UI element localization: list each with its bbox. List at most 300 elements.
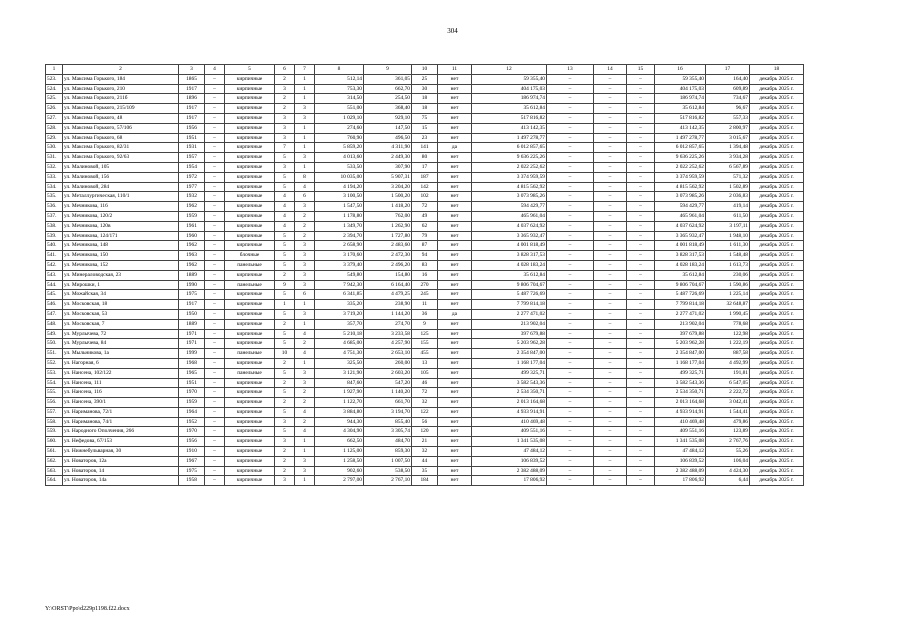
table-cell: 1 544,41 bbox=[706, 407, 750, 417]
table-cell: 1 990,45 bbox=[706, 309, 750, 319]
table-cell: – bbox=[594, 162, 627, 172]
table-cell: 1975 bbox=[179, 290, 205, 300]
table-cell: 5 859,20 bbox=[315, 143, 364, 153]
table-cell: 529. bbox=[46, 133, 63, 143]
table-cell: 102 bbox=[412, 192, 438, 202]
table-cell: ул. Новаторов, 12а bbox=[63, 456, 179, 466]
table-cell: – bbox=[594, 260, 627, 270]
table-cell: – bbox=[547, 231, 594, 241]
table-cell: – bbox=[547, 280, 594, 290]
table-cell: – bbox=[627, 74, 655, 84]
housing-table bbox=[45, 64, 804, 486]
table-cell: 902,60 bbox=[315, 466, 364, 476]
table-cell: 7 942,30 bbox=[315, 280, 364, 290]
table-cell: 1 341 535,08 bbox=[472, 437, 547, 447]
table-cell: декабрь 2025 г. bbox=[750, 162, 804, 172]
table-cell: – bbox=[627, 447, 655, 457]
table-cell: 1 727,80 bbox=[364, 231, 412, 241]
table-cell: 1959 bbox=[179, 211, 205, 221]
table-cell: ул. Мечникова, 152 bbox=[63, 260, 179, 270]
table-cell: 96,67 bbox=[706, 104, 750, 114]
table-cell: кирпичные bbox=[225, 104, 275, 114]
table-cell: 1975 bbox=[179, 466, 205, 476]
table-cell: 1954 bbox=[179, 162, 205, 172]
table-cell: 154,80 bbox=[364, 270, 412, 280]
table-cell: 2 767,76 bbox=[706, 437, 750, 447]
table-row bbox=[46, 407, 804, 417]
table-cell: кирпичные bbox=[225, 466, 275, 476]
table-cell: 496,50 bbox=[364, 133, 412, 143]
table-cell: 499 325,71 bbox=[472, 368, 547, 378]
table-cell: нет bbox=[438, 368, 472, 378]
table-cell: – bbox=[627, 300, 655, 310]
table-cell: 6 012 857,65 bbox=[655, 143, 706, 153]
table-cell: 1896 bbox=[179, 94, 205, 104]
table-cell: – bbox=[594, 221, 627, 231]
table-cell: 530. bbox=[46, 143, 63, 153]
table-cell: 1952 bbox=[179, 417, 205, 427]
table-cell: 44 bbox=[412, 456, 438, 466]
table-cell: 479,86 bbox=[706, 417, 750, 427]
table-cell: – bbox=[627, 143, 655, 153]
table-cell: – bbox=[627, 133, 655, 143]
table-cell: – bbox=[205, 349, 225, 359]
table-cell: 23 bbox=[412, 133, 438, 143]
table-cell: 125 bbox=[412, 329, 438, 339]
table-cell: декабрь 2025 г. bbox=[750, 94, 804, 104]
table-cell: – bbox=[547, 329, 594, 339]
table-cell: 2 bbox=[275, 447, 295, 457]
table-cell: 2 354 847,00 bbox=[655, 349, 706, 359]
table-cell: декабрь 2025 г. bbox=[750, 182, 804, 192]
table-cell: 1971 bbox=[179, 329, 205, 339]
table-cell: нет bbox=[438, 358, 472, 368]
table-cell: 2 bbox=[295, 231, 315, 241]
table-cell: 7 799 814,18 bbox=[655, 300, 706, 310]
table-cell: 4 bbox=[275, 221, 295, 231]
table-cell: – bbox=[547, 260, 594, 270]
table-cell: 548. bbox=[46, 319, 63, 329]
table-cell: 120 bbox=[412, 427, 438, 437]
table-cell: 4 bbox=[295, 349, 315, 359]
table-cell: 17 bbox=[412, 162, 438, 172]
table-cell: – bbox=[547, 309, 594, 319]
table-cell: 778,68 bbox=[706, 319, 750, 329]
table-cell: нет bbox=[438, 290, 472, 300]
table-cell: 245 bbox=[412, 290, 438, 300]
table-cell: 5 203 962,28 bbox=[655, 339, 706, 349]
table-cell: 1931 bbox=[179, 143, 205, 153]
table-row bbox=[46, 417, 804, 427]
table-cell: ул. Максима Горького, 184 bbox=[63, 74, 179, 84]
table-cell: кирпичные bbox=[225, 241, 275, 251]
table-cell: 4 bbox=[275, 202, 295, 212]
table-cell: кирпичные bbox=[225, 94, 275, 104]
table-cell: декабрь 2025 г. bbox=[750, 260, 804, 270]
table-cell: 560. bbox=[46, 437, 63, 447]
table-cell: 5 bbox=[275, 182, 295, 192]
table-cell: 3 204,20 bbox=[364, 182, 412, 192]
table-cell: 213 902,04 bbox=[472, 319, 547, 329]
table-cell: – bbox=[205, 143, 225, 153]
table-cell: 49 bbox=[412, 211, 438, 221]
table-cell: ул. Мурлычева, 72 bbox=[63, 329, 179, 339]
table-cell: 4 933 914,91 bbox=[655, 407, 706, 417]
table-cell: – bbox=[205, 153, 225, 163]
table-row bbox=[46, 339, 804, 349]
table-cell: декабрь 2025 г. bbox=[750, 398, 804, 408]
table-cell: – bbox=[627, 280, 655, 290]
table-cell: декабрь 2025 г. bbox=[750, 211, 804, 221]
table-cell: 551,00 bbox=[315, 104, 364, 114]
table-cell: – bbox=[627, 211, 655, 221]
table-cell: 307,90 bbox=[364, 162, 412, 172]
table-cell: нет bbox=[438, 74, 472, 84]
table-cell: 62 bbox=[412, 221, 438, 231]
table-cell: 3 582 543,36 bbox=[472, 378, 547, 388]
table-cell: – bbox=[627, 437, 655, 447]
table-cell: 558. bbox=[46, 417, 63, 427]
column-header: 17 bbox=[706, 65, 750, 75]
table-cell: кирпичные bbox=[225, 378, 275, 388]
table-cell: – bbox=[627, 153, 655, 163]
table-cell: – bbox=[205, 476, 225, 486]
table-cell: 539. bbox=[46, 231, 63, 241]
table-cell: 147,50 bbox=[364, 123, 412, 133]
table-cell: – bbox=[627, 388, 655, 398]
table-cell: – bbox=[627, 202, 655, 212]
table-cell: 855,40 bbox=[364, 417, 412, 427]
table-cell: 30 bbox=[412, 84, 438, 94]
table-cell: декабрь 2025 г. bbox=[750, 143, 804, 153]
column-header: 7 bbox=[295, 65, 315, 75]
table-cell: 3 bbox=[295, 270, 315, 280]
table-cell: – bbox=[205, 182, 225, 192]
table-cell: 1972 bbox=[179, 172, 205, 182]
table-cell: 3 365 932,47 bbox=[472, 231, 547, 241]
table-cell: 455 bbox=[412, 349, 438, 359]
table-cell: декабрь 2025 г. bbox=[750, 437, 804, 447]
table-cell: – bbox=[205, 427, 225, 437]
table-cell: 549,80 bbox=[315, 270, 364, 280]
table-cell: ул. Мечникова, 120/2 bbox=[63, 211, 179, 221]
table-cell: – bbox=[547, 368, 594, 378]
table-row bbox=[46, 368, 804, 378]
table-cell: 36 bbox=[412, 309, 438, 319]
table-cell: ул. Максима Горького, 210 bbox=[63, 84, 179, 94]
table-cell: 542. bbox=[46, 260, 63, 270]
table-cell: – bbox=[594, 143, 627, 153]
table-cell: 6 341,85 bbox=[315, 290, 364, 300]
table-cell: нет bbox=[438, 94, 472, 104]
table-row bbox=[46, 427, 804, 437]
table-cell: 6 164,40 bbox=[364, 280, 412, 290]
table-cell: 1889 bbox=[179, 270, 205, 280]
table-cell: – bbox=[594, 378, 627, 388]
table-cell: 3 bbox=[275, 417, 295, 427]
table-cell: декабрь 2025 г. bbox=[750, 241, 804, 251]
table-cell: 4 bbox=[295, 329, 315, 339]
table-cell: 1956 bbox=[179, 123, 205, 133]
table-cell: 2 797,00 bbox=[315, 476, 364, 486]
table-cell: кирпичные bbox=[225, 192, 275, 202]
table-cell: 2 603,20 bbox=[364, 368, 412, 378]
table-cell: 4 bbox=[275, 211, 295, 221]
table-cell: 3 bbox=[295, 309, 315, 319]
table-cell: ул. Нансена, 390/1 bbox=[63, 398, 179, 408]
table-cell: кирпичные bbox=[225, 270, 275, 280]
table-cell: 611,50 bbox=[706, 211, 750, 221]
table-cell: нет bbox=[438, 339, 472, 349]
table-cell: нет bbox=[438, 329, 472, 339]
table-cell: 79 bbox=[412, 231, 438, 241]
table-cell: – bbox=[594, 202, 627, 212]
table-cell: нет bbox=[438, 84, 472, 94]
table-row bbox=[46, 182, 804, 192]
table-cell: 1 bbox=[275, 300, 295, 310]
table-cell: 2 bbox=[275, 104, 295, 114]
table-cell: 1 502,89 bbox=[706, 182, 750, 192]
table-cell: 4 bbox=[295, 427, 315, 437]
table-cell: – bbox=[205, 339, 225, 349]
table-cell: – bbox=[205, 113, 225, 123]
table-cell: – bbox=[547, 182, 594, 192]
table-cell: – bbox=[594, 476, 627, 486]
table-cell: 499 325,71 bbox=[655, 368, 706, 378]
table-cell: нет bbox=[438, 437, 472, 447]
table-cell: 2 449,30 bbox=[364, 153, 412, 163]
table-cell: ул. Мечникова, 150 bbox=[63, 251, 179, 261]
column-header: 11 bbox=[438, 65, 472, 75]
table-cell: 528. bbox=[46, 123, 63, 133]
table-row bbox=[46, 202, 804, 212]
table-cell: кирпичные bbox=[225, 231, 275, 241]
table-cell: 1 bbox=[295, 94, 315, 104]
table-cell: 5 210,18 bbox=[315, 329, 364, 339]
table-cell: 3 121,90 bbox=[315, 368, 364, 378]
table-cell: 1 222,19 bbox=[706, 339, 750, 349]
table-cell: 1 bbox=[295, 162, 315, 172]
column-header: 5 bbox=[225, 65, 275, 75]
table-cell: блочные bbox=[225, 251, 275, 261]
table-cell: 2 bbox=[275, 319, 295, 329]
table-cell: 2 bbox=[295, 339, 315, 349]
table-cell: – bbox=[547, 241, 594, 251]
table-cell: 8 bbox=[295, 172, 315, 182]
table-cell: 1965 bbox=[179, 368, 205, 378]
table-cell: 2 013 164,68 bbox=[472, 398, 547, 408]
column-header: 9 bbox=[364, 65, 412, 75]
table-cell: – bbox=[627, 476, 655, 486]
table-row bbox=[46, 447, 804, 457]
table-cell: 2 bbox=[295, 398, 315, 408]
table-cell: 7 bbox=[275, 143, 295, 153]
table-cell: – bbox=[594, 300, 627, 310]
table-cell: – bbox=[627, 427, 655, 437]
table-cell: 554. bbox=[46, 378, 63, 388]
table-cell: 122,98 bbox=[706, 329, 750, 339]
table-cell: 5 bbox=[275, 172, 295, 182]
table-cell: 17 806,92 bbox=[472, 476, 547, 486]
table-cell: декабрь 2025 г. bbox=[750, 133, 804, 143]
table-cell: 106 839,52 bbox=[655, 456, 706, 466]
table-cell: кирпичные bbox=[225, 133, 275, 143]
table-cell: – bbox=[547, 113, 594, 123]
table-cell: 734,67 bbox=[706, 94, 750, 104]
table-cell: декабрь 2025 г. bbox=[750, 153, 804, 163]
table-cell: 3 828 317,53 bbox=[472, 251, 547, 261]
table-cell: панельные bbox=[225, 280, 275, 290]
table-cell: 563. bbox=[46, 466, 63, 476]
table-cell: кирпичные bbox=[225, 398, 275, 408]
table-cell: 2 496,20 bbox=[364, 260, 412, 270]
table-cell: – bbox=[547, 133, 594, 143]
table-cell: ул. Нефедова, 67/153 bbox=[63, 437, 179, 447]
table-cell: 552. bbox=[46, 358, 63, 368]
table-cell: – bbox=[205, 466, 225, 476]
table-cell: 562. bbox=[46, 456, 63, 466]
table-cell: – bbox=[547, 202, 594, 212]
table-cell: 4 bbox=[275, 192, 295, 202]
table-cell: – bbox=[627, 309, 655, 319]
table-cell: 557,33 bbox=[706, 113, 750, 123]
table-cell: 594 429,77 bbox=[655, 202, 706, 212]
table-cell: 47 484,12 bbox=[472, 447, 547, 457]
table-cell: 213 902,04 bbox=[655, 319, 706, 329]
table-row bbox=[46, 300, 804, 310]
table-cell: 1 178,80 bbox=[315, 211, 364, 221]
table-cell: кирпичные bbox=[225, 417, 275, 427]
table-cell: 1 497 278,77 bbox=[472, 133, 547, 143]
table-cell: 4 037 624,92 bbox=[655, 221, 706, 231]
table-cell: 5 bbox=[275, 427, 295, 437]
table-cell: – bbox=[205, 270, 225, 280]
table-cell: 3 233,58 bbox=[364, 329, 412, 339]
table-cell: 11 bbox=[412, 300, 438, 310]
table-cell: нет bbox=[438, 280, 472, 290]
table-cell: 527. bbox=[46, 113, 63, 123]
table-cell: 1961 bbox=[179, 221, 205, 231]
table-cell: 3 934,28 bbox=[706, 153, 750, 163]
table-cell: 32 bbox=[412, 398, 438, 408]
table-cell: 3 170,60 bbox=[315, 251, 364, 261]
table-cell: 859,30 bbox=[364, 447, 412, 457]
table-cell: 10 bbox=[275, 349, 295, 359]
table-cell: 4 001 818,49 bbox=[472, 241, 547, 251]
table-cell: 2 653,10 bbox=[364, 349, 412, 359]
table-cell: 3 100,50 bbox=[315, 192, 364, 202]
table-cell: – bbox=[205, 123, 225, 133]
table-cell: 25 bbox=[412, 74, 438, 84]
table-cell: нет bbox=[438, 417, 472, 427]
table-cell: – bbox=[627, 182, 655, 192]
table-cell: 59 355,40 bbox=[472, 74, 547, 84]
table-cell: 4 257,90 bbox=[364, 339, 412, 349]
table-cell: ул. Нариманова, 74/1 bbox=[63, 417, 179, 427]
table-cell: 484,70 bbox=[364, 437, 412, 447]
table-cell: 410 469,48 bbox=[655, 417, 706, 427]
table-row bbox=[46, 388, 804, 398]
table-cell: 3 bbox=[295, 104, 315, 114]
table-cell: нет bbox=[438, 319, 472, 329]
table-cell: 314,50 bbox=[315, 94, 364, 104]
table-cell: 3 015,67 bbox=[706, 133, 750, 143]
table-cell: 2 354 847,00 bbox=[472, 349, 547, 359]
table-cell: – bbox=[594, 309, 627, 319]
table-cell: кирпичные bbox=[225, 74, 275, 84]
table-cell: 533,50 bbox=[315, 162, 364, 172]
table-cell: 1889 bbox=[179, 319, 205, 329]
table-cell: нет bbox=[438, 270, 472, 280]
table-cell: 1 349,70 bbox=[315, 221, 364, 231]
table-row bbox=[46, 270, 804, 280]
table-cell: 3 bbox=[295, 113, 315, 123]
table-cell: декабрь 2025 г. bbox=[750, 309, 804, 319]
table-cell: декабрь 2025 г. bbox=[750, 202, 804, 212]
table-cell: – bbox=[205, 104, 225, 114]
table-cell: 184 bbox=[412, 476, 438, 486]
table-cell: 18 bbox=[412, 94, 438, 104]
table-cell: 1 bbox=[295, 319, 315, 329]
table-cell: 1 611,30 bbox=[706, 241, 750, 251]
table-cell: 3 bbox=[295, 280, 315, 290]
table-cell: – bbox=[594, 172, 627, 182]
table-cell: 2 382 488,09 bbox=[472, 466, 547, 476]
table-cell: ул. Нижнебульварная, 30 bbox=[63, 447, 179, 457]
table-cell: панельные bbox=[225, 368, 275, 378]
table-cell: 3 374 959,59 bbox=[472, 172, 547, 182]
table-cell: – bbox=[594, 358, 627, 368]
table-cell: – bbox=[594, 417, 627, 427]
table-cell: декабрь 2025 г. bbox=[750, 251, 804, 261]
table-row bbox=[46, 153, 804, 163]
table-cell: кирпичные bbox=[225, 476, 275, 486]
table-cell: 2 800,97 bbox=[706, 123, 750, 133]
table-cell: 533. bbox=[46, 172, 63, 182]
table-cell: – bbox=[594, 349, 627, 359]
table-cell: 3 bbox=[275, 123, 295, 133]
table-cell: 3 bbox=[295, 251, 315, 261]
table-cell: – bbox=[547, 104, 594, 114]
table-cell: 512,14 bbox=[315, 74, 364, 84]
table-cell: – bbox=[594, 339, 627, 349]
table-cell: – bbox=[547, 251, 594, 261]
table-cell: – bbox=[594, 427, 627, 437]
table-cell: – bbox=[627, 84, 655, 94]
table-cell: 1 341 535,08 bbox=[655, 437, 706, 447]
table-cell: 1 168 177,04 bbox=[655, 358, 706, 368]
table-cell: 4 492,99 bbox=[706, 358, 750, 368]
table-cell: 3 719,20 bbox=[315, 309, 364, 319]
table-cell: ул. Минераловодская, 23 bbox=[63, 270, 179, 280]
table-cell: 404 175,03 bbox=[472, 84, 547, 94]
table-cell: нет bbox=[438, 192, 472, 202]
table-cell: декабрь 2025 г. bbox=[750, 290, 804, 300]
table-row bbox=[46, 466, 804, 476]
table-cell: – bbox=[547, 221, 594, 231]
column-header: 4 bbox=[205, 65, 225, 75]
table-cell: 3 582 543,36 bbox=[655, 378, 706, 388]
table-cell: нет bbox=[438, 202, 472, 212]
table-cell: 5 bbox=[275, 329, 295, 339]
table-cell: 2 013 164,68 bbox=[655, 398, 706, 408]
table-cell: нет bbox=[438, 104, 472, 114]
table-cell: 254,50 bbox=[364, 94, 412, 104]
table-cell: 553. bbox=[46, 368, 63, 378]
table-cell: – bbox=[547, 94, 594, 104]
table-cell: 556. bbox=[46, 398, 63, 408]
table-cell: 18 bbox=[412, 104, 438, 114]
